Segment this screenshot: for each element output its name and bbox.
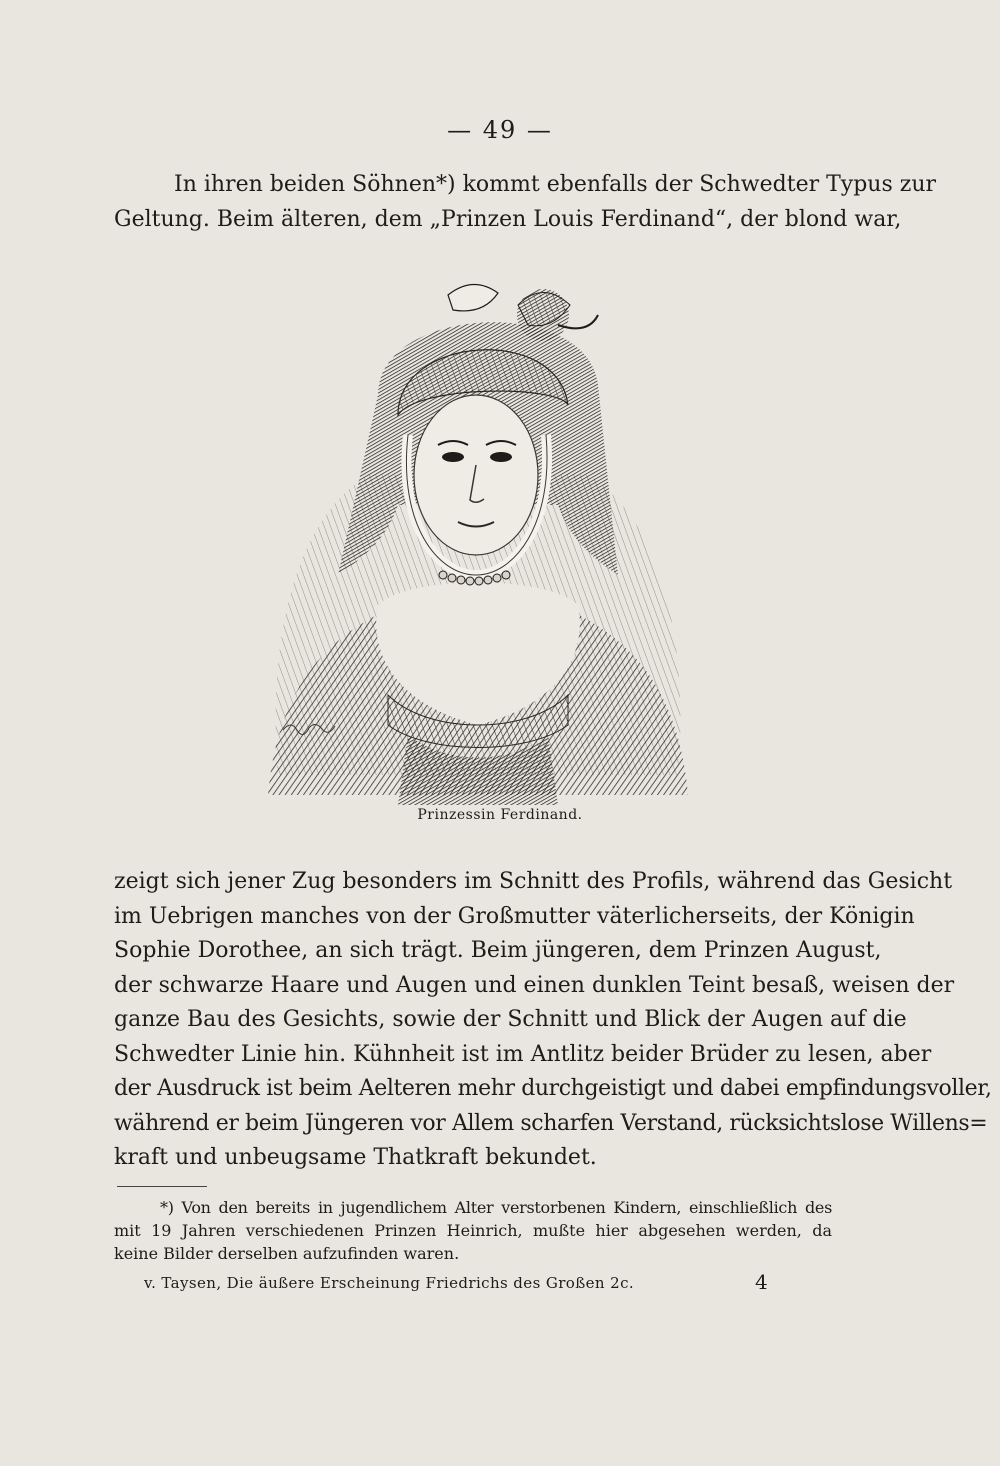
text-line: der schwarze Haare und Augen und einen dunklen Teint besaß, weisen der [114,972,955,998]
text-line: während er beim Jüngeren vor Allem scharfen Verstand, rücksichtslose Willens= [114,1110,988,1136]
text-line: zeigt sich jener Zug besonders im Schnitt des Profils, während das Gesicht [114,869,953,894]
footnote-line: keine Bilder derselben aufzufinden waren. [114,1244,460,1263]
text-line: ganze Bau des Gesichts, sowie der Schnitt und Blick der Augen auf die [114,1007,907,1032]
footnote [114,1196,832,1265]
text-line: kraft und unbeugsame Thatkraft bekundet. [114,1145,597,1170]
text-line: Schwedter Linie hin. Kühnheit ist im Antlitz beider Brüder zu lesen, aber [114,1041,932,1067]
text-line: im Uebrigen manches von der Großmutter väterlicherseits, der Königin [114,903,915,929]
figure-caption: Prinzessin Ferdinand. [417,807,583,823]
text-line: Geltung. Beim älteren, dem „Prinzen Louis Ferdinand“, der blond war, [114,206,902,232]
footnote-line: mit 19 Jahren verschiedenen Prinzen Heinrich, mußte hier abgesehen werden, da [114,1221,832,1240]
paragraph-top [114,168,937,237]
sheet-number: 4 [755,1270,768,1294]
footnote-divider [117,1186,207,1187]
paragraph-main [114,865,992,1176]
signature-line: v. Taysen, Die äußere Erscheinung Friedrichs des Großen 2c. [144,1274,635,1292]
text-line: der Ausdruck ist beim Aelteren mehr durchgeistigt und dabei empfindungsvoller, [114,1076,992,1101]
text-line: Sophie Dorothee, an sich trägt. Beim jüngeren, dem Prinzen August, [114,938,882,963]
page-number: — 49 — [447,116,553,144]
portrait-engraving [258,275,694,805]
text-line: In ihren beiden Söhnen*) kommt ebenfalls der Schwedter Typus zur [174,172,937,197]
footnote-line: *) Von den bereits in jugendlichem Alter verstorbenen Kindern, einschließlich des [160,1198,832,1217]
